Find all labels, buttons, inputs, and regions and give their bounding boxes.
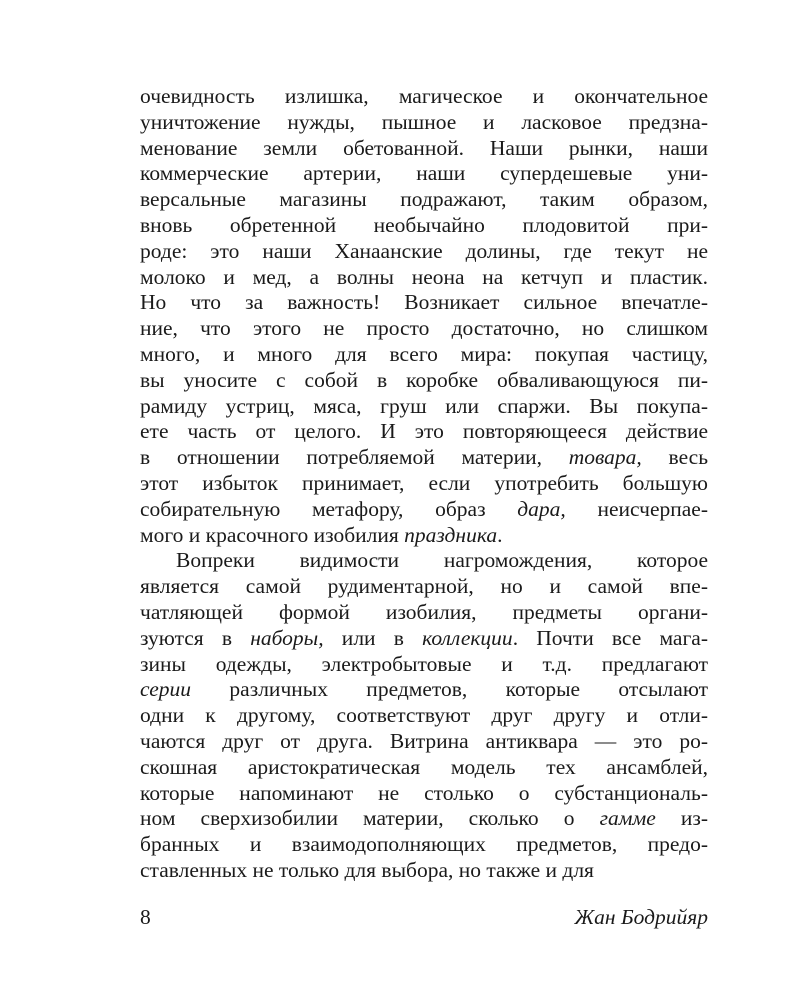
text-line xyxy=(140,755,708,781)
text-run: чаются друг от друга. Витрина антиквара — это ро- xyxy=(140,728,708,753)
text-run: одни к другому, соответствуют друг другу и отли- xyxy=(140,703,708,728)
italic-text: дара, xyxy=(517,496,566,521)
text-line xyxy=(140,471,708,497)
text-run: молоко и мед, а волны неона на кетчуп и пластик. xyxy=(140,264,708,289)
italic-text: наборы, xyxy=(250,625,324,650)
text-run: весь xyxy=(641,445,709,470)
text-run: бранных и взаимодополняющих предметов, предо- xyxy=(140,832,708,857)
text-line xyxy=(140,419,708,445)
text-line xyxy=(140,600,708,626)
text-run: рамиду устриц, мяса, груш или спаржи. Вы покупа- xyxy=(140,393,708,418)
text-line xyxy=(140,394,708,420)
text-run: . Почти все мага- xyxy=(512,625,708,650)
text-run: которые напоминают не столько о субстанциональ- xyxy=(140,780,708,805)
text-line xyxy=(140,316,708,342)
text-run: этот избыток принимает, если употребить большую xyxy=(140,470,708,495)
text-run: скошная аристократическая модель тех ансамблей, xyxy=(140,754,708,779)
text-line xyxy=(140,832,708,858)
text-line xyxy=(140,161,708,187)
text-run: вы уносите с собой в коробке обваливающуюся пи- xyxy=(140,367,708,392)
italic-text: праздника xyxy=(404,522,498,547)
text-line xyxy=(140,548,708,574)
text-line xyxy=(140,626,708,652)
text-run: коммерческие артерии, наши супердешевые уни- xyxy=(140,161,708,186)
text-run: зины одежды, электробытовые и т.д. предлагают xyxy=(140,651,708,676)
body-text xyxy=(140,84,708,884)
text-run: версальные магазины подражают, таким образом, xyxy=(140,187,708,212)
text-run: менование земли обетованной. Наши рынки, наши xyxy=(140,135,708,160)
text-run: неисчерпае- xyxy=(565,496,708,521)
text-run: . xyxy=(497,522,503,547)
paragraph xyxy=(140,548,708,883)
italic-text: товара, xyxy=(568,445,642,470)
text-line xyxy=(140,290,708,316)
text-run: в отношении потребляемой материи, xyxy=(140,445,569,470)
text-run: ставленных не только для выбора, но также и для xyxy=(140,857,594,882)
text-line xyxy=(140,368,708,394)
text-line xyxy=(140,806,708,832)
text-line xyxy=(140,239,708,265)
text-line xyxy=(140,265,708,291)
text-run: или в xyxy=(323,625,423,650)
paragraph xyxy=(140,84,708,548)
text-run: из- xyxy=(655,806,708,831)
text-run: зуются в xyxy=(140,625,251,650)
running-title: Жан Бодрийяр xyxy=(574,905,708,929)
text-line xyxy=(140,342,708,368)
italic-text: гамме xyxy=(599,806,656,831)
text-run: Вопреки видимости нагромождения, которое xyxy=(176,548,708,573)
italic-text: коллекции xyxy=(422,625,513,650)
text-line xyxy=(140,187,708,213)
text-line xyxy=(140,136,708,162)
text-line xyxy=(140,213,708,239)
text-run: много, и много для всего мира: покупая частицу, xyxy=(140,341,708,366)
text-run: очевидность излишка, магическое и окончательное xyxy=(140,84,708,108)
text-run: ете часть от целого. И это повторяющееся действие xyxy=(140,419,708,444)
text-line xyxy=(140,858,708,884)
italic-text: серии xyxy=(140,677,192,702)
text-line xyxy=(140,110,708,136)
text-run: различных предметов, которые отсылают xyxy=(191,677,708,702)
page-number: 8 xyxy=(140,905,151,929)
text-run: является самой рудиментарной, но и самой впе- xyxy=(140,574,708,599)
text-line xyxy=(140,574,708,600)
text-run: вновь обретенной необычайно плодовитой при- xyxy=(140,212,708,237)
text-line xyxy=(140,652,708,678)
text-line xyxy=(140,729,708,755)
text-line xyxy=(140,84,708,110)
page-footer xyxy=(140,903,708,931)
text-run: ном сверхизобилии материи, сколько о xyxy=(140,806,600,831)
text-line xyxy=(140,677,708,703)
text-run: мого и красочного изобилия xyxy=(140,522,405,547)
text-run: Но что за важность! Возникает сильное впечатле- xyxy=(140,290,708,315)
text-run: уничтожение нужды, пышное и ласковое предзна- xyxy=(140,109,708,134)
text-run: чатляющей формой изобилия, предметы органи- xyxy=(140,599,708,624)
text-line xyxy=(140,703,708,729)
text-run: роде: это наши Ханаанские долины, где текут не xyxy=(140,238,708,263)
text-line xyxy=(140,497,708,523)
text-run: ние, что этого не просто достаточно, но слишком xyxy=(140,316,708,341)
text-run: собирательную метафору, образ xyxy=(140,496,518,521)
text-line xyxy=(140,445,708,471)
text-line xyxy=(140,523,708,549)
text-line xyxy=(140,781,708,807)
